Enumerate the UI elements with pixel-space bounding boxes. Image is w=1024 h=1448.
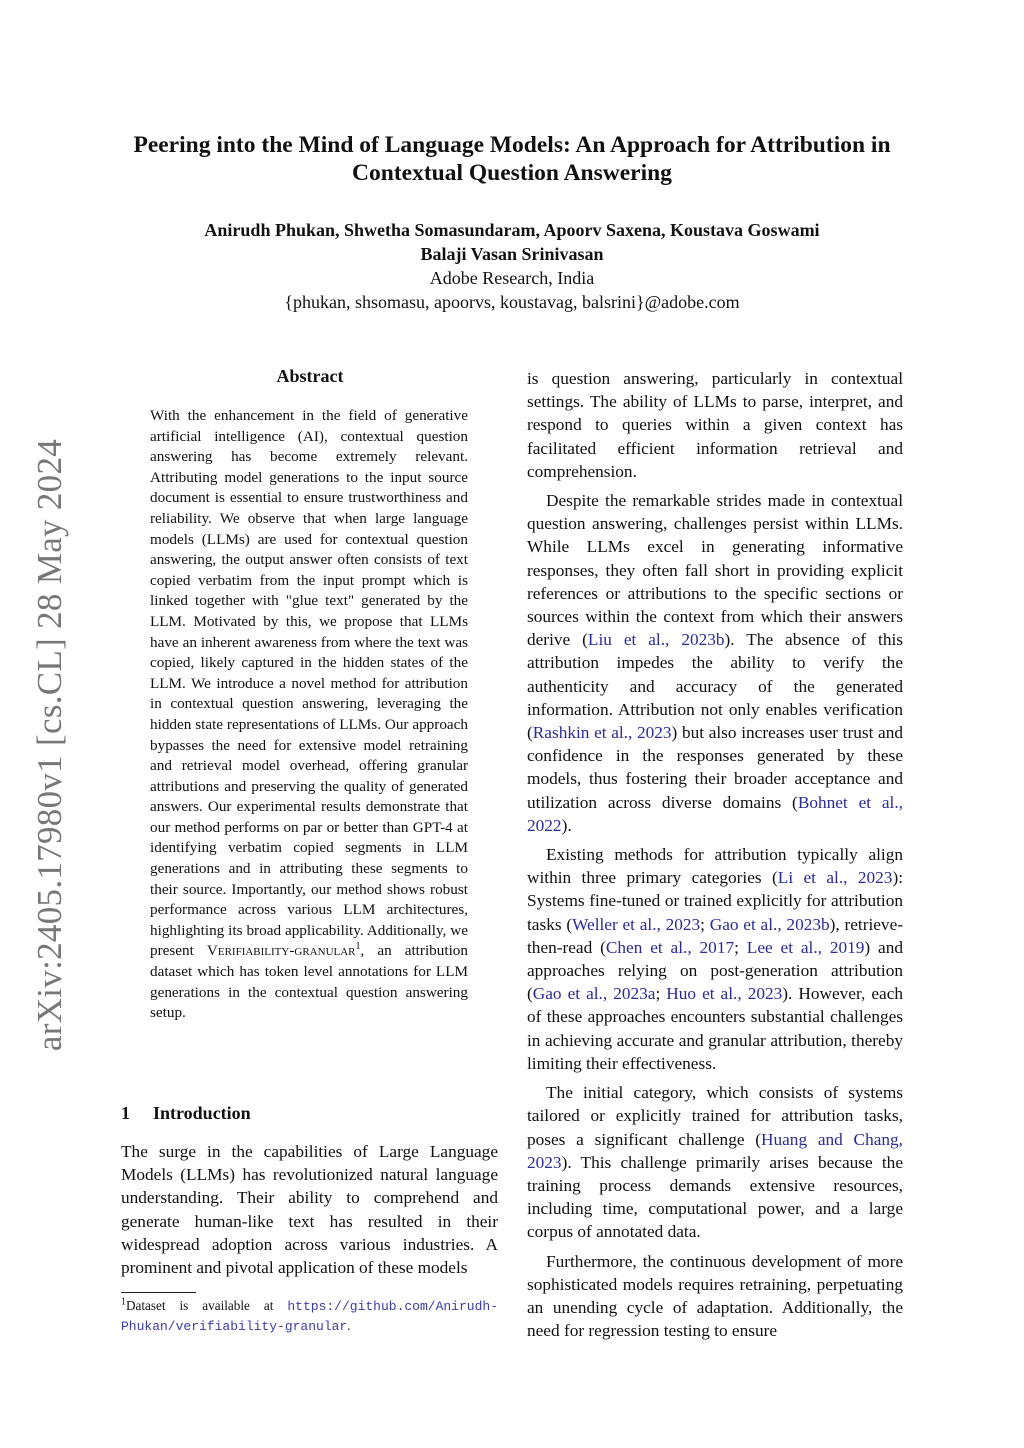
paragraph [527, 843, 903, 1075]
text-run: ), retrieve-then-read ( [527, 914, 904, 957]
citation-link[interactable]: Li et al., 2023 [777, 868, 893, 888]
author-names-2: Balaji Vasan Srinivasan [420, 244, 604, 264]
abstract-text: With the enhancement in the field of generative artificial intelligence (AI), contextual question answering has become extremely relevant. Attributing model generations to the input source document is essential to ensure trustworthiness and reliability. We observe that when large language models (LLMs) are used for contextual question answering, the output answer often consists of text copied verbatim from the input prompt which is linked together with "glue text" generated by the LLM. Motivated by this, we propose that LLMs have an inherent awareness from where the text was copied, likely captured in the hidden states of the LLM. We introduce a novel method for attribution in contextual question answering, leveraging the hidden state representations of LLMs. Our approach bypasses the need for extensive model retraining and retrieval model overhead, offering granular attributions and preserving the quality of generated answers. Our experimental results demonstrate that our method performs on par or better than GPT-4 at identifying verbatim copied segments in LLM generations and in attributing these segments to their source. Importantly, our method shows robust performance across various LLM architectures, highlighting its broad applicability. Additionally, we present [150, 407, 468, 960]
text-run: ; [700, 914, 710, 934]
author-names: Anirudh Phukan, Shwetha Somasundaram, Apoorv Saxena, Koustava Goswami [204, 220, 820, 240]
dataset-name: Verifiability-granular [206, 942, 356, 960]
paragraph [527, 1081, 903, 1243]
text-run: ): Systems fine-tuned or trained explicitly for attribution tasks ( [527, 868, 903, 934]
section-title: Introduction [153, 1103, 251, 1123]
text-run: ) but also increases user trust and confidence in the responses generated by these models, thus fostering their broader acceptance and utilization across diverse domains ( [527, 723, 903, 812]
text-run: ). This challenge primarily arises because the training process demands extensive resources, including time, computational power, and a large corpus of annotated data. [527, 1152, 903, 1242]
dataset-link[interactable]: https://github.com/Anirudh-Phukan/verifiability-granular [121, 1299, 498, 1334]
intro-paragraph: The surge in the capabilities of Large Language Models (LLMs) has revolutionized natural language understanding. Their ability to comprehend and generate human-like text has resulted in their widespread adoption across various industries. A prominent and pivotal application of these models [121, 1142, 498, 1278]
citation-link[interactable]: Weller et al., 2023 [572, 914, 701, 934]
author-block [100, 218, 924, 314]
citation-link[interactable]: Chen et al., 2017 [605, 937, 735, 957]
citation-link[interactable]: Huo et al., 2023 [666, 984, 783, 1004]
arxiv-stamp [30, 440, 70, 1050]
footnote-end: . [347, 1318, 351, 1333]
right-column [527, 367, 903, 1348]
citation-link[interactable]: Gao et al., 2023b [709, 914, 830, 934]
footnote-mark: 1 [121, 1296, 126, 1308]
text-run: The initial category, which consists of systems tailored or explicitly trained for attribution tasks, poses a significant challenge ( [527, 1083, 903, 1149]
text-run: ) and approaches relying on post-generation attribution ( [527, 937, 903, 1004]
footnote-ref[interactable]: 1 [355, 941, 361, 953]
citation-link[interactable]: Huang and Chang, 2023 [527, 1129, 903, 1172]
paragraph [527, 489, 903, 837]
abstract-body [150, 406, 468, 1024]
text-run: ; [734, 937, 747, 957]
text-run: ; [655, 984, 667, 1004]
citation-link[interactable]: Rashkin et al., 2023 [532, 723, 672, 743]
section-number: 1 [121, 1103, 130, 1123]
footnote-divider [121, 1292, 196, 1293]
citation-link[interactable]: Lee et al., 2019 [746, 937, 865, 957]
footnote-text: Dataset is available at [126, 1298, 288, 1313]
paragraph: Furthermore, the continuous development of more sophisticated models requires retraining, perpetuating an unending cycle of adaptation. Additionally, the need for regression testing to ensure [527, 1251, 903, 1341]
abstract-text-end: , an attribution dataset which has token level annotations for LLM generations in the contextual question answering setup. [150, 942, 468, 1022]
arxiv-stamp-text: arXiv:2405.17980v1 [cs.CL] 28 May 2024 [30, 438, 69, 1052]
paper-title: Peering into the Mind of Language Models: An Approach for Attribution in Contextual Question Answering [133, 132, 891, 186]
citation-link[interactable]: Gao et al., 2023a [532, 984, 656, 1004]
abstract-heading: Abstract [276, 366, 344, 386]
citation-link[interactable]: Liu et al., 2023b [587, 630, 725, 650]
footnote [121, 1296, 498, 1336]
text-run: Existing methods for attribution typically align within three primary categories ( [527, 845, 903, 888]
text-run: ). The absence of this attribution impedes the ability to verify the authenticity and accuracy of the generated information. Attribution not only enables verification ( [527, 630, 904, 743]
text-run: ). [561, 815, 572, 835]
text-run: ). However, each of these approaches encounters substantial challenges in achieving accurate and granular attribution, thereby limiting their effectiveness. [527, 984, 903, 1073]
section-heading [121, 1103, 251, 1124]
author-emails: {phukan, shsomasu, apoorvs, koustavag, balsrini}@adobe.com [284, 292, 740, 312]
paragraph: is question answering, particularly in contextual settings. The ability of LLMs to parse, interpret, and respond to queries within a given context has facilitated efficient information retrieval and comprehension. [527, 369, 903, 481]
affiliation: Adobe Research, India [429, 268, 595, 288]
text-run: Despite the remarkable strides made in contextual question answering, challenges persist within LLMs. While LLMs excel in generating informative responses, they often fall short in providing explicit references or attributions to the specific sections or sources within the context from which their answers derive ( [527, 491, 903, 650]
citation-link[interactable]: Bohnet et al., 2022 [527, 792, 903, 835]
